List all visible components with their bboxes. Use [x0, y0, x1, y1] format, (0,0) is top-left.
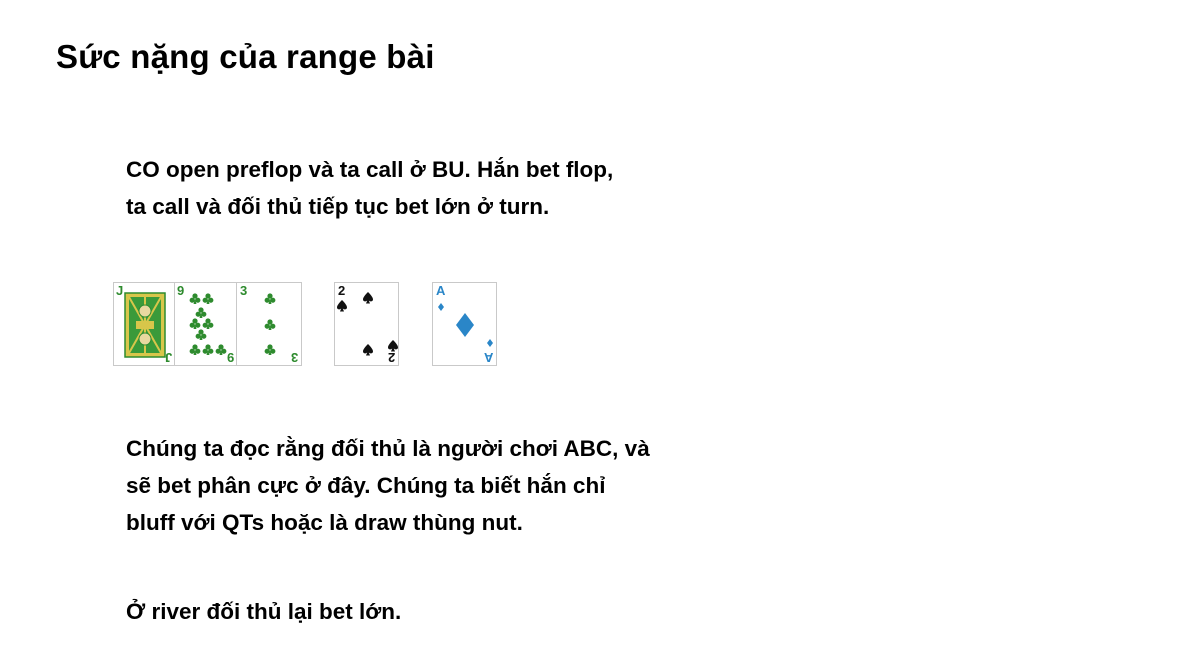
scenario-paragraph [126, 151, 613, 225]
card-rank: 3 [240, 283, 248, 298]
scenario-line: ta call và đối thủ tiếp tục bet lớn ở turn. [126, 194, 550, 219]
nine-of-clubs-card [174, 282, 237, 366]
jack-of-clubs-card [113, 282, 175, 366]
three-of-clubs-card [236, 282, 302, 366]
card-rank: 9 [226, 350, 234, 365]
scenario-line: CO open preflop và ta call ở BU. Hắn bet flop, [126, 157, 614, 182]
read-line: sẽ bet phân cực ở đây. Chúng ta biết hắn chỉ [126, 473, 606, 498]
river-line: Ở river đối thủ lại bet lớn. [126, 599, 402, 624]
read-line: Chúng ta đọc rằng đối thủ là người chơi ABC, và [126, 436, 650, 461]
card-rank: A [483, 350, 493, 365]
card-rank: J [164, 350, 172, 365]
read-paragraph [126, 430, 650, 541]
ace-of-diamonds-card [432, 282, 497, 366]
card-rank: 3 [290, 350, 298, 365]
river-paragraph [126, 593, 401, 630]
card-rank: 2 [338, 283, 346, 298]
card-rank: A [436, 283, 446, 298]
read-line: bluff với QTs hoặc là draw thùng nut. [126, 510, 523, 535]
slide-title: Sức nặng của range bài [56, 38, 435, 75]
card-rank: J [116, 283, 124, 298]
card-rank: 9 [177, 283, 185, 298]
two-of-spades-card [334, 282, 399, 366]
card-rank: 2 [387, 350, 395, 365]
